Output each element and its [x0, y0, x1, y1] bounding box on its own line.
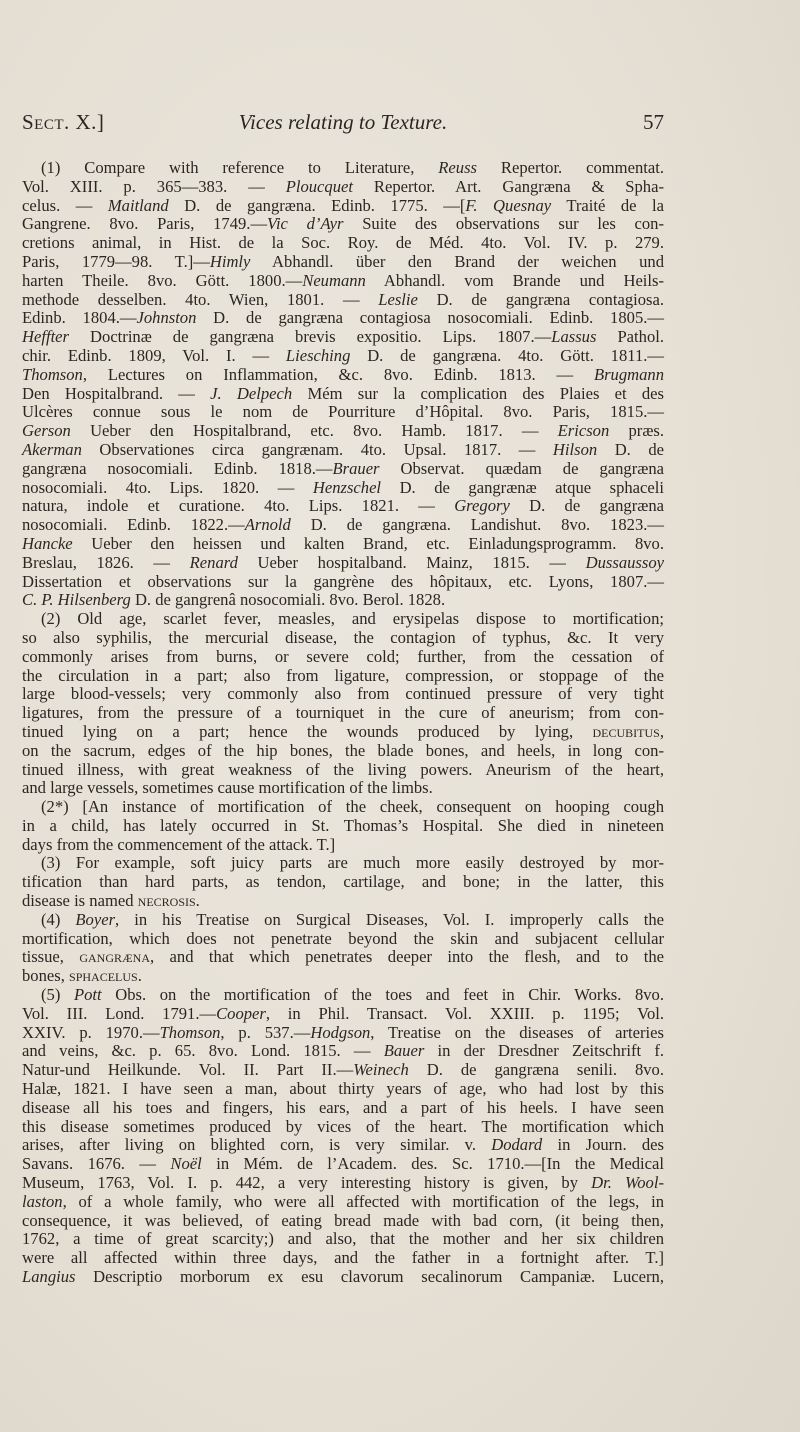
author-name: Thomson	[22, 364, 83, 384]
text-run: in der Dresdner Zeitschrift f.	[424, 1041, 664, 1061]
text-run: Abhandl. vom Brande und Heils-	[365, 270, 665, 290]
author-name: Leslie	[378, 289, 418, 309]
text-line	[22, 1080, 664, 1099]
text-line	[22, 1249, 664, 1268]
footnote-paragraph	[22, 798, 664, 854]
text-line	[22, 554, 664, 573]
text-line	[22, 761, 664, 780]
footnote-paragraph	[22, 159, 664, 610]
footnotes-body	[22, 159, 664, 1287]
text-run: ,	[659, 721, 664, 741]
text-run: D. de gangrænæ atque sphaceli	[381, 477, 664, 497]
text-run: Traité de la	[551, 195, 664, 215]
text-line	[22, 309, 664, 328]
text-line	[22, 215, 664, 234]
text-run: (2*) [An instance of mortification of the cheek, consequent on hooping cough	[41, 797, 664, 817]
text-run: Descriptio morborum ex esu clavorum secalinorum Campaniæ. Lucern,	[75, 1267, 664, 1287]
term: necrosis.	[137, 891, 200, 911]
author-name: Gregory	[454, 496, 510, 516]
author-name: Vic d’Ayr	[267, 214, 344, 234]
text-run: and large vessels, sometimes cause mortification of the limbs.	[22, 778, 433, 798]
footnote-paragraph	[22, 986, 664, 1287]
text-line	[22, 1230, 664, 1249]
author-name: Ericson	[557, 421, 610, 441]
author-name: Langius	[22, 1267, 76, 1287]
text-line	[22, 159, 664, 178]
text-line	[22, 723, 664, 742]
text-run: (3) For example, soft juicy parts are much more easily destroyed by mor-	[41, 853, 664, 873]
text-run: Ueber den Hospitalbrand, etc. 8vo. Hamb. 1817. —	[70, 421, 558, 441]
text-run: (2) Old age, scarlet fever, measles, and erysipelas dispose to mortification;	[41, 609, 664, 629]
text-run: disease is named	[22, 891, 138, 911]
text-line	[22, 1268, 664, 1287]
text-run: Observat. quædam de gangræna	[379, 458, 664, 478]
text-line	[22, 1118, 664, 1137]
text-run: Pathol.	[596, 327, 664, 347]
text-run: D. de gangræna senili. 8vo.	[408, 1060, 664, 1080]
text-run: on the sacrum, edges of the hip bones, the blade bones, and heels, in long con-	[22, 740, 664, 760]
text-run: in Journ. des	[542, 1135, 664, 1155]
author-name: Reuss	[438, 158, 478, 177]
author-name: Pott	[73, 985, 102, 1005]
text-run: Repertor. commentat.	[477, 158, 664, 177]
text-run: in a child, has lately occurred in St. Thomas’s Hospital. She died in nineteen	[22, 815, 664, 835]
text-line	[22, 385, 664, 404]
text-run: , in his Treatise on Surgical Diseases, Vol. I. improperly calls the	[115, 909, 664, 929]
text-run: disease all his toes and fingers, his ears, and a part of his heels. I have seen	[22, 1097, 664, 1117]
section-label: Sect. X.]	[22, 110, 105, 134]
text-run: nosocomiali. 4to. Lips. 1820. —	[22, 477, 313, 497]
author-name: Henzschel	[312, 477, 382, 497]
text-line	[22, 629, 664, 648]
author-name: Lassus	[551, 327, 597, 347]
text-run: XXIV. p. 1970.—	[22, 1022, 160, 1042]
footnote-paragraph	[22, 854, 664, 910]
text-run: this disease sometimes produced by vices of the heart. The mortification which	[22, 1116, 664, 1136]
text-run: Observationes circa gangrænam. 4to. Upsal. 1817. —	[81, 439, 553, 459]
text-run: the circulation in a part; also from ligature, compression, or stoppage of the	[22, 665, 664, 685]
term: decubitus	[592, 721, 660, 741]
author-name: J. Delpech	[210, 383, 293, 403]
text-run: (4)	[41, 909, 76, 929]
text-run: Mém sur la complication des Plaies et des	[292, 383, 664, 403]
author-name: Brauer	[332, 458, 380, 478]
author-name: Arnold	[244, 515, 291, 535]
author-name: Liesching	[285, 345, 351, 365]
text-run: D. de gangræna. Landishut. 8vo. 1823.—	[290, 515, 664, 535]
author-name: Noël	[170, 1154, 202, 1174]
author-name: Hodgson	[310, 1022, 371, 1042]
author-name: F. Quesnay	[465, 195, 552, 215]
text-line	[22, 648, 664, 667]
text-run: (5)	[41, 985, 74, 1005]
text-line	[22, 573, 664, 592]
text-line	[22, 328, 664, 347]
text-run: days from the commencement of the attack. T.]	[22, 834, 336, 854]
author-name: Johnston	[136, 308, 197, 328]
author-name: Heffter	[22, 327, 70, 347]
text-run: nosocomiali. Edinb. 1822.—	[22, 515, 245, 535]
author-name: Akerman	[22, 439, 82, 459]
text-run: Repertor. Art. Gangræna & Spha-	[353, 176, 664, 196]
text-run: tification than hard parts, as tendon, cartilage, and bone; in the latter, this	[22, 872, 664, 892]
author-name: laston	[22, 1191, 63, 1211]
text-run: Savans. 1676. —	[22, 1154, 171, 1174]
text-line	[22, 178, 664, 197]
author-name: Dodard	[491, 1135, 543, 1155]
text-line	[22, 497, 664, 516]
text-run: , in Phil. Transact. Vol. XXIII. p. 1195; Vol.	[265, 1003, 664, 1023]
author-name: Hilson	[552, 439, 598, 459]
text-line	[22, 930, 664, 949]
page-number: 57	[643, 110, 664, 134]
text-line	[22, 854, 664, 873]
text-run: gangræna nosocomiali. Edinb. 1818.—	[22, 458, 333, 478]
text-run: Edinb. 1804.—	[22, 308, 137, 328]
text-line	[22, 1042, 664, 1061]
text-line	[22, 967, 664, 986]
text-run: Dissertation et observations sur la gangrène des hôpitaux, etc. Lyons, 1807.—	[22, 571, 664, 591]
term: gangræna	[79, 947, 151, 967]
author-name: Renard	[189, 552, 238, 572]
text-run: Ulcères connue sous le nom de Pourriture d’Hôpital. 8vo. Paris, 1815.—	[22, 402, 664, 422]
text-line	[22, 1099, 664, 1118]
text-run: D. de gangrenâ nosocomiali. 8vo. Berol. 1828.	[130, 590, 446, 610]
text-run: harten Theile. 8vo. Gött. 1800.—	[22, 270, 303, 290]
text-line	[22, 403, 664, 422]
text-line	[22, 234, 664, 253]
text-run: D. de gangræna contagiosa.	[417, 289, 664, 309]
running-title: Vices relating to Texture.	[238, 110, 448, 134]
text-run: Obs. on the mortification of the toes and feet in Chir. Works. 8vo.	[101, 985, 665, 1005]
text-run: tissue,	[22, 947, 80, 967]
text-run: Vol. III. Lond. 1791.—	[22, 1003, 217, 1023]
author-name: Dr. Wool-	[591, 1173, 664, 1193]
text-run: tinued lying on a part; hence the wounds produced by lying,	[22, 721, 593, 741]
text-run: bones,	[22, 966, 70, 986]
text-line	[22, 911, 664, 930]
text-run: præs.	[609, 421, 664, 441]
text-line	[22, 742, 664, 761]
text-line	[22, 479, 664, 498]
text-run: D. de gangræna. 4to. Gött. 1811.—	[350, 345, 664, 365]
text-line	[22, 1136, 664, 1155]
text-line	[22, 873, 664, 892]
author-name: Brugmann	[593, 364, 664, 384]
author-name: Weinech	[353, 1060, 409, 1080]
text-line	[22, 1005, 664, 1024]
text-run: arises, after living on blighted corn, is very similar. v.	[22, 1135, 492, 1155]
text-line	[22, 516, 664, 535]
author-name: Neumann	[302, 270, 366, 290]
text-line	[22, 347, 664, 366]
text-run: in Mém. de l’Academ. des. Sc. 1710.—[In the Medical	[201, 1154, 664, 1174]
text-line	[22, 253, 664, 272]
text-line	[22, 1155, 664, 1174]
text-run: Suite des observations sur les con-	[343, 214, 664, 234]
text-run: were all affected within three days, and the father in a fortnight after. T.]	[22, 1248, 664, 1268]
text-run: mortification, which does not penetrate beyond the skin and subjacent cellular	[22, 928, 664, 948]
text-run: Gangrene. 8vo. Paris, 1749.—	[22, 214, 268, 234]
text-line	[22, 817, 664, 836]
text-run: Paris, 1779—98. T.]—	[22, 251, 210, 271]
text-run: Halæ, 1821. I have seen a man, about thirty years of age, who had lost by this	[22, 1079, 664, 1099]
text-run: Natur-und Heilkunde. Vol. II. Part II.—	[22, 1060, 354, 1080]
text-run: Den Hospitalbrand. —	[22, 383, 211, 403]
text-run: natura, indole et curatione. 4to. Lips. 1821. —	[22, 496, 455, 516]
text-line	[22, 1061, 664, 1080]
text-run: consequence, it was believed, of eating bread made with bad corn, (it being then,	[22, 1210, 664, 1230]
text-line	[22, 422, 664, 441]
footnote-paragraph	[22, 911, 664, 986]
text-line	[22, 986, 664, 1005]
text-line	[22, 366, 664, 385]
text-line	[22, 441, 664, 460]
text-run: (1) Compare with reference to Literature,	[41, 158, 439, 177]
text-run: Breslau, 1826. —	[22, 552, 190, 572]
text-line	[22, 892, 664, 911]
text-run: Doctrinæ de gangræna brevis expositio. Lips. 1807.—	[69, 327, 552, 347]
text-line	[22, 272, 664, 291]
text-line	[22, 610, 664, 629]
text-run: celus. —	[22, 195, 108, 215]
author-name: Cooper	[216, 1003, 266, 1023]
text-run: , Treatise on the diseases of arteries	[370, 1022, 664, 1042]
text-run: large blood-vessels; very commonly also from continued pressure of very tight	[22, 684, 664, 704]
text-line	[22, 948, 664, 967]
text-run: 1762, a time of great scarcity;) and also, that the mother and her six children	[22, 1229, 664, 1249]
author-name: Boyer	[75, 909, 116, 929]
text-run: D. de	[597, 439, 664, 459]
author-name: Gerson	[22, 421, 71, 441]
text-run: and veins, &c. p. 65. 8vo. Lond. 1815. —	[22, 1041, 384, 1061]
author-name: Hancke	[22, 533, 73, 553]
text-line	[22, 1024, 664, 1043]
text-run: tinued illness, with great weakness of the living powers. Aneurism of the heart,	[22, 759, 664, 779]
text-run: D. de gangræna. Edinb. 1775. —[	[168, 195, 466, 215]
text-line	[22, 591, 664, 610]
text-line	[22, 535, 664, 554]
footnote-paragraph	[22, 610, 664, 798]
author-name: C. P. Hilsenberg	[22, 590, 131, 610]
text-run: cretions animal, in Hist. de la Soc. Roy. de Méd. 4to. Vol. IV. p. 279.	[22, 233, 664, 253]
text-run: methode desselben. 4to. Wien, 1801. —	[22, 289, 379, 309]
text-line	[22, 685, 664, 704]
author-name: Maitland	[107, 195, 169, 215]
text-run: , of a whole family, who were all affected with mortification of the legs, in	[62, 1191, 664, 1211]
author-name: Himly	[209, 251, 251, 271]
text-line	[22, 1212, 664, 1231]
text-run: D. de gangræna contagiosa nosocomiali. Edinb. 1805.—	[196, 308, 664, 328]
text-run: chir. Edinb. 1809, Vol. I. —	[22, 345, 286, 365]
author-name: Dussaussoy	[585, 552, 664, 572]
text-run: D. de gangræna	[509, 496, 664, 516]
text-line	[22, 197, 664, 216]
text-run: , p. 537.—	[220, 1022, 311, 1042]
text-run: Ueber den heissen und kalten Brand, etc. Einladungsprogramm. 8vo.	[72, 533, 664, 553]
text-run: Museum, 1763, Vol. I. p. 442, a very interesting history is given, by	[22, 1173, 592, 1193]
text-line	[22, 460, 664, 479]
text-run: Vol. XIII. p. 365—383. —	[22, 176, 286, 196]
text-run: Abhandl. über den Brand der weichen und	[250, 251, 665, 271]
text-line	[22, 836, 664, 855]
text-run: , Lectures on Inflammation, &c. 8vo. Edinb. 1813. —	[82, 364, 594, 384]
text-run: Ueber hospitalband. Mainz, 1815. —	[237, 552, 586, 572]
text-line	[22, 798, 664, 817]
text-run: , and that which penetrates deeper into the flesh, and to the	[150, 947, 664, 967]
author-name: Bauer	[383, 1041, 425, 1061]
text-run: so also syphilis, the mercurial disease, the contagion of typhus, &c. It very	[22, 627, 664, 647]
text-line	[22, 704, 664, 723]
term: sphacelus.	[69, 966, 142, 986]
text-line	[22, 779, 664, 798]
text-line	[22, 667, 664, 686]
text-line	[22, 1193, 664, 1212]
text-run: ligatures, from the pressure of a tourniquet in the cure of aneurism; from con-	[22, 703, 664, 723]
author-name: Thomson	[159, 1022, 221, 1042]
text-run: commonly arises from burns, or severe cold; further, from the cessation of	[22, 646, 664, 666]
text-line	[22, 1174, 664, 1193]
running-header	[22, 110, 664, 136]
text-line	[22, 291, 664, 310]
author-name: Ploucquet	[285, 176, 353, 196]
